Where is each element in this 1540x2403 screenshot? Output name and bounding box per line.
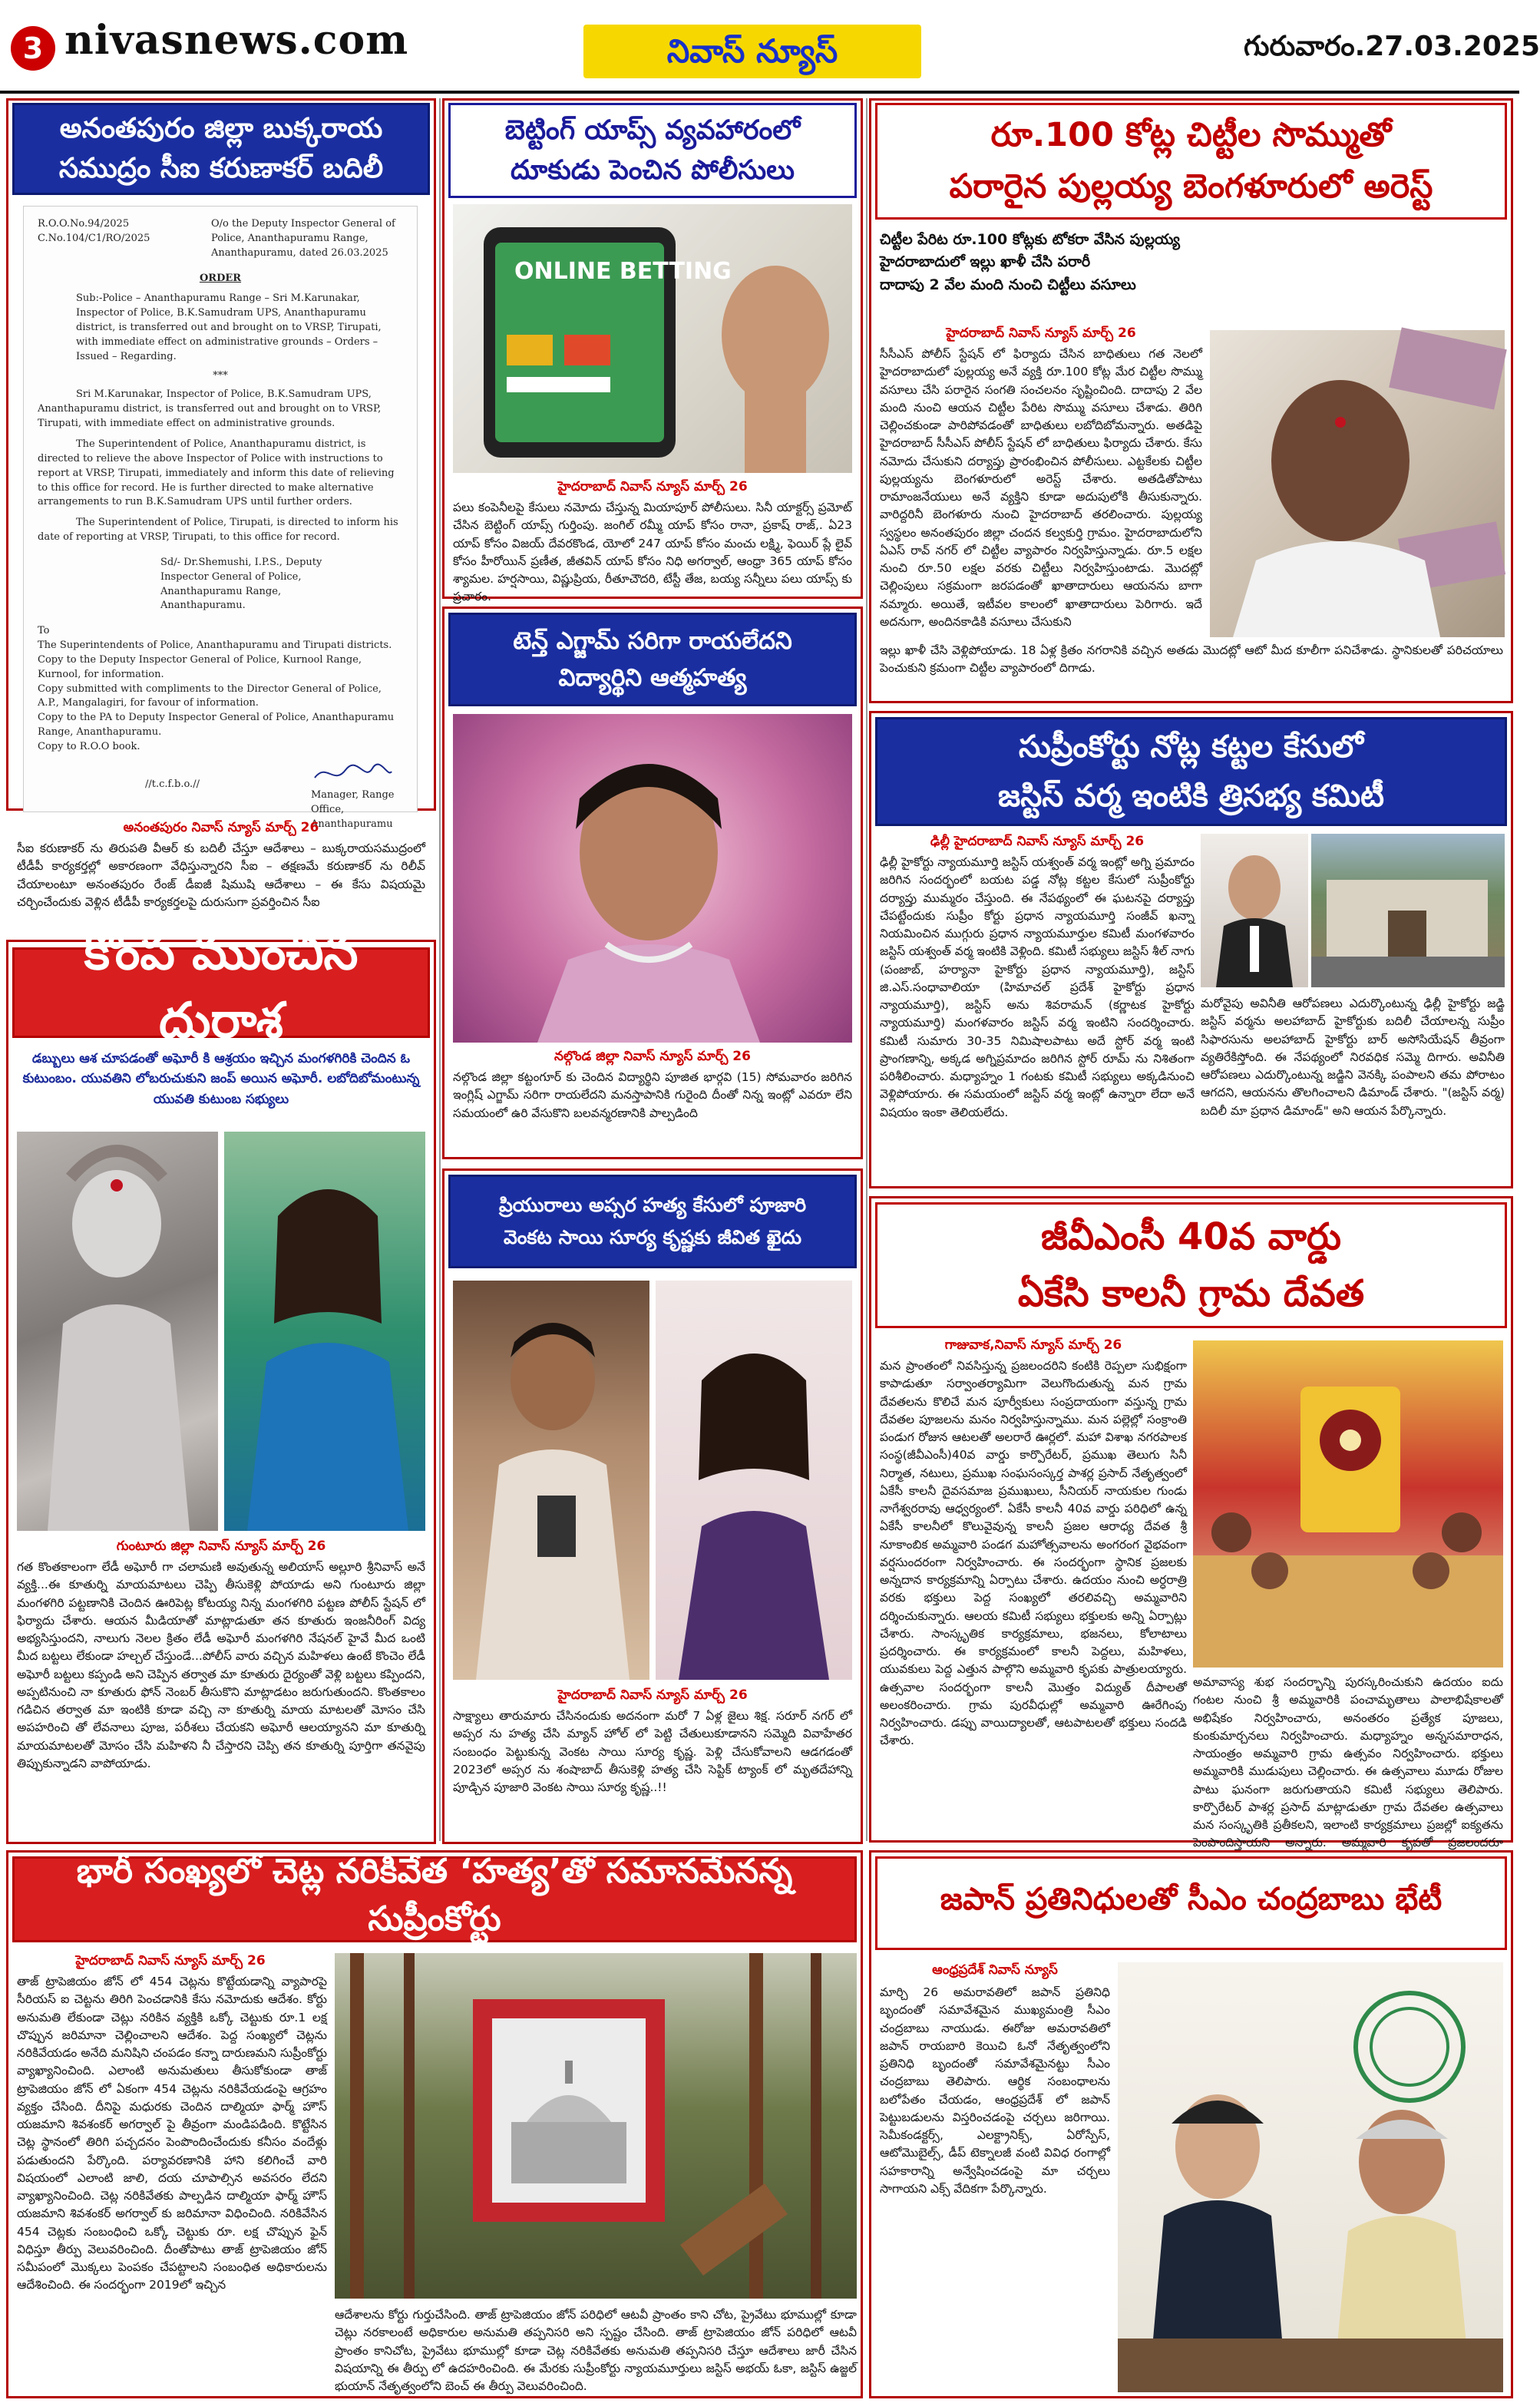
aghori-subheadline: డబ్బులు ఆశ చూపడంతో అఘోరీ కి ఆశ్రయం ఇచ్చిన మంగళగిరికి చెందిన ఓ కుటుంబం. యువతిని లోబరుచుకుని జంప్ అయిన అఘోరీ. లబోదిబోమంటున్న యువతి కుటుంబ సభ్యులు xyxy=(22,1051,420,1107)
site-name[interactable]: nivasnews.com xyxy=(64,17,409,64)
headline-line: విద్యార్థిని ఆత్మహత్య xyxy=(558,664,747,692)
headline-line: జపాన్ ప్రతినిధులతో సీఎం చంద్రబాబు భేటీ xyxy=(940,1882,1443,1917)
apsara-headline xyxy=(448,1175,857,1268)
betting-photo-text: ONLINE BETTING xyxy=(514,258,732,285)
doc-recipient: Copy to the Deputy Inspector General of Police, Kurnool Range, Kurnool, for information. xyxy=(38,653,362,680)
doc-recipient: Copy submitted with compliments to the Director General of Police, A.P., Mangalagiri, for favour of information. xyxy=(38,683,382,709)
japan-body: మార్చి 26 అమరావతిలో జపాన్ ప్రతినిధి బృందంతో సమావేశమైన ముఖ్యమంత్రి సీఎం చంద్రబాబు నాయుడు. ఈరోజు అమరావతిలో జపాన్ రాయబారి కెయిచి ఓనో నేతృత్వంలోని ప్రతినిధి బృందంతో సమావేశమైనట్టు సీఎం చంద్రబాబు తెలిపారు. ఆర్థిక సంబంధాలను బలోపేతం చేయడం, ఆంధ్రప్రదేశ్ లో జపాన్ పెట్టుబడులను విస్తరించడంపై చర్చలు జరిగాయి. సెమీకండక్టర్స్, ఎలక్ట్రానిక్స్, ఏరోస్పేస్, ఆటోమొబైల్స్, డీప్ టెక్నాలజీ వంటి వివిధ రంగాల్లో సహకారాన్ని అన్వేషించడంపై మా చర్చలు సాగాయని ఎక్స్ వేదికగా పేర్కొన్నారు. xyxy=(880,1985,1110,2196)
varma-photos xyxy=(1201,834,1505,987)
doc-signature-block: Sd/- Dr.Shemushi, I.P.S., Deputy Inspector General of Police, Ananthapuramu Range, Ananthapuramu. xyxy=(160,556,322,612)
deity-body-cont: అమావాస్య శుభ సందర్భాన్ని పురస్కరించుకుని ఉదయం ఐదు గంటల నుంచి శ్రీ అమ్మవారికి పంచామృతాలు పాలాభిషేకాలతో అభిషేకం నిర్వహించారు, అనంతరం ప్రత్యేక పూజలు, కుంకుమార్చనలు నిర్వహించారు. మధ్యాహ్నం అన్నసమారాధన, సాయంత్రం అమ్మవారి గ్రామ ఉత్సవం నిర్వహించారు. భక్తులు అమ్మవారికి ముడుపులు చెల్లించారు. ఈ ఉత్సవాలు మూడు రోజుల పాటు ఘనంగా జరుగుతాయని కమిటీ సభ్యులు తెలిపారు. కార్పొరేటర్ పాశర్ల ప్రసాద్ మాట్లాడుతూ గ్రామ దేవతల ఉత్సవాలు మన సంస్కృతికి ప్రతీకలని, ఇలాంటి కార్యక్రమాలు ప్రజల్లో ఐక్యతను పెంపొందిస్తాయని అన్నారు. అమ్మవారి కృపతో ప్రజలందరూ xyxy=(1193,1675,1503,1850)
tree-felling-body: తాజ్ ట్రాపెజియం జోన్ లో 454 చెట్లను కొట్టేయడాన్ని వ్యాపారపై సీరియస్ ఐ చెట్టను తిరిగి పెంచడానికి కేసు నమోదుకు ఆదేశం. కోర్టు అనుమతి లేకుండా చెట్లు నరికిన వ్యక్తికి ఒక్కో చెట్టుకు రూ.1 లక్ష చొప్పున జరిమానా చెల్లించాలని ఆదేశం. పెద్ద సంఖ్యలో చెట్లను నరికివేయడం అనేది మనిషిని చంపడం కన్నా దారుణమని సుప్రీంకోర్టు వ్యాఖ్యానించింది. ఎలాంటి అనుమతులు తీసుకోకుండా తాజ్ ట్రాపెజియం జోన్ లో ఏకంగా 454 చెట్లను నరికివేయడంపై ఆగ్రహం వ్యక్తం చేసింది. దీనిపై మధురకు చెందిన దాల్మియా ఫార్మ్ హౌస్ యజమాని శివశంకర్ అగర్వాల్ పై తీవ్రంగా మండిపడింది. కొట్టేసిన చెట్ల స్థానంలో తిరిగి పచ్చదనం పెంపొందించేందుకు కనీసం వందేళ్లు పడుతుందని పేర్కొంది. పర్యావరణానికి హాని కలిగించే వారి విషయంలో ఎలాంటి జాలి, దయ చూపాల్సిన అవసరం లేదని వ్యాఖ్యానించింది. చెట్ల నరికివేతకు పాల్పడిన దాల్మియా ఫార్మ్ హౌస్ యజమాని శివశంకర్ అగర్వాల్ కు జరిమానా విధించింది. నరికివేసిన 454 చెట్లకు సంబంధించి ఒక్కో చెట్టుకు రూ. లక్ష చొప్పున ఫైన్ విధిస్తూ తీర్పు వెలువరించింది. దీంతోపాటు తాజ్ ట్రాపెజియం జోన్ సమీపంలో మొక్కలు పెంపకం చేపట్టాలని సంబంధిత అధికారులను ఆదేశించింది. ఈ సందర్భంగా 2019లో ఇచ్చిన xyxy=(17,1975,327,2292)
victim-photo xyxy=(656,1281,852,1680)
student-byline: నల్గొండ జిల్లా నివాస్ న్యూస్ మార్చ్ 26 xyxy=(554,1049,751,1064)
doc-recipient: The Superintendents of Police, Ananthapuramu and Tirupati districts. xyxy=(38,640,392,652)
headline-line: టెన్త్ ఎగ్జామ్ సరిగా రాయలేదని xyxy=(513,626,792,655)
meeting-icon xyxy=(1118,1962,1503,2392)
tree-felling-headline xyxy=(12,1852,857,1942)
chit-fund-headline xyxy=(875,103,1507,220)
deity-body: మన ప్రాంతంలో నివసిస్తున్న ప్రజలందరిని కంటికి రెప్పలా సుభిక్షంగా కాపాడుతూ సర్వాంతర్యామిగా వెలుగొందుతున్న మన గ్రామ దేవతలను కొలిచే మన పూర్వీకులు సంప్రదాయంగా వస్తున్న గ్రామ దేవతల పూజలను మనం నిర్వహిస్తున్నాము. మన పల్లెల్లో సంక్రాంతి పండుగ రోజున ఆటలతో అలరారే ఊర్లలో. మహా విశాఖ నగరపాలక సంస్థ(జీవీఎంసీ)40వ వార్డు కార్పొరేటర్, ప్రముఖ తెలుగు సినీ నిర్మాత, నటులు, ప్రముఖ సంఘసంస్కర్త పాశర్ల ప్రసాద్ నేతృత్వంలో ఏకేసీ కాలనీ దైవసమాజ ప్రముఖులు, సీనియర్ నాయకుల గుండు నాగేశ్వరరావు ఆధ్వర్యంలో. ఏకేసీ కాలనీ 40వ వార్డు పరిధిలో ఉన్న ఏకేసీ కాలనీలో కొలువైవున్న కాలనీ ప్రజల ఆరాధ్య దేవత శ్రీ నూకాంబిక అమ్మవారి పండగ మహోత్సవాలను అంగరంగ వైభవంగా వర్షసుందరంగా నిర్వహించారు. ఈ సందర్భంగా స్థానిక ప్రజలకు అన్నదాన కార్యక్రమాన్ని ఏర్పాటు చేశారు. ఉదయం నుంచి అర్ధరాత్రి వరకు భక్తులు పెద్ద సంఖ్యలో తరలివచ్చి అమ్మవారిని దర్శించుకున్నారు. ఆలయ కమిటీ సభ్యులు భక్తులకు అన్ని ఏర్పాట్లు చేశారు. సాంస్కృతిక కార్యక్రమాలు, భజనలు, కోలాటాలు ప్రదర్శించారు. ఈ కార్యక్రమంలో కాలనీ పెద్దలు, మహిళలు, యువకులు పెద్ద ఎత్తున పాల్గొని అమ్మవారి కృపకు పాత్రులయ్యారు. ఉత్సవాల సందర్భంగా కాలనీ మొత్తం విద్యుత్ దీపాలతో అలంకరించారు. గ్రామ పురవీధుల్లో అమ్మవారి ఊరేగింపు నిర్వహించారు. డప్పు వాయిద్యాలతో, ఆటపాటలతో భక్తులు సందడి చేశారు. xyxy=(880,1359,1187,1748)
accused-pullaiah-photo xyxy=(1210,330,1505,637)
doc-to: To xyxy=(38,625,50,637)
doc-manager: Manager, Range Office, Ananthapuramu xyxy=(311,788,395,830)
headline-line: జీవీఎంసీ 40వ వార్డు xyxy=(1040,1215,1342,1258)
chit-fund-byline: హైదరాబాద్ నివాస్ న్యూస్ మార్చ్ 26 xyxy=(946,326,1136,341)
varma-body-para: మరోవైపు అవినీతి ఆరోపణలు ఎదుర్కొంటున్న ఢిల్లీ హైకోర్టు జడ్జి జస్టిస్ వర్మను అలహాబాద్ హైకోర్టుకు బదిలీ చేయాలన్న సుప్రీం సిఫారసును అలహాబాద్ హైకోర్టు బార్ అసోసియేషన్ తీవ్రంగా వ్యతిరేకిస్తోంది. ఈ నేపథ్యంలో నిరవధిక సమ్మె దిగారు. అవినీతి ఆరోపణలు ఎదుర్కొంటున్న జడ్జిని వెనక్కి పంపాలని తమ పోరాటం ఆగదని, ఆయనను తొలగించాలని డిమాండ్ చేశారు. xyxy=(1201,997,1505,1100)
aghori-photo xyxy=(17,1132,218,1531)
doc-separator: *** xyxy=(213,369,228,382)
doc-para: The Superintendent of Police, Tirupati, is directed to inform his date of reporting at VRSP, Tirupati, to this office for record. xyxy=(38,517,398,544)
house-icon xyxy=(1311,834,1505,987)
headline-line: దూకుడు పెంచిన పోలీసులు xyxy=(511,155,795,186)
varma-headline xyxy=(875,717,1507,826)
signature-icon xyxy=(311,762,395,785)
column-rule xyxy=(866,98,867,1841)
forest-icon xyxy=(335,1953,857,2299)
young-woman-photo xyxy=(224,1132,425,1531)
varma-byline: ఢిల్లీ హైదరాబాద్ నివాస్ న్యూస్ మార్చ్ 26 xyxy=(930,834,1145,849)
deity-photo xyxy=(1193,1340,1503,1668)
headline-line: కొంప ముంచిన దురాశ xyxy=(84,924,359,1049)
doc-recipient: Copy to R.O.O book. xyxy=(38,741,140,752)
headline-line: సుప్రీంకోర్టు నోట్ల కట్టల కేసులో xyxy=(1019,729,1363,765)
ci-transfer-body: సీఐ కరుణాకర్ ను తిరుపతి వీఆర్ కు బదిలీ చేస్తూ ఆదేశాలు – బుక్కరాయసముద్రంలో టీడీపీ కార్యకర్తల్లో అకారణంగా వేధిస్తున్నారని సీఐ – తక్షణమే కరుణాకర్ ను రిలీవ్ చేయాలంటూ అనంతపురం రేంజ్ డీఐజీ షిముషి ఆదేశాలు – ఈ కేసు విషయమై చర్చించేందుకు వెళ్లిన టీడీపీ కార్యకర్తలపై దురుసుగా ప్రవర్తించిన సీఐ xyxy=(17,841,425,909)
headline-line: సముద్రం సీఐ కరుణాకర్ బదిలీ xyxy=(58,153,384,184)
person-icon xyxy=(1201,834,1308,987)
betting-byline: హైదరాబాద్ నివాస్ న్యూస్ మార్చ్ 26 xyxy=(557,479,748,494)
headline-line: భారీ సంఖ్యలో చెట్ల నరికివేత ‘హత్య’తో సమానమేనన్న సుప్రీంకోర్టు xyxy=(76,1852,793,1939)
header-rule xyxy=(0,91,1519,94)
headline-line: అనంతపురం జిల్లా బుక్కరాయ xyxy=(59,112,383,144)
japan-meeting-photo xyxy=(1118,1962,1503,2392)
accused-photo xyxy=(453,1281,649,1680)
betting-body: పలు కంపెనీలపై కేసులు నమోదు చేస్తున్న మియాపూర్ పోలీసులు. సినీ యాక్టర్స్ ప్రమోట్ చేసిన బెట్టింగ్ యాప్స్ గుర్తింపు. జంగిల్ రమ్మీ యాప్ కోసం రానా, ప్రకాష్ రాజ్,. ఏ23 యాప్ కోసం విజయ్ దేవరకొండ, యోలో 247 యాప్ కోసం మంచు లక్ష్మి, ఫెయిర్ ప్లే లైవ్ కోసం హీరోయిన్ ప్రణీత, జీతవిన్ యాప్ కోసం నిధి అగర్వాల్, ఆంధ్రా 365 యాప్ కోసం శ్యామల. హర్షసాయి, విష్ణుప్రియ, రీతూచౌదరి, టేస్టీ తేజ, బయ్య సన్నీలు పలు యాప్స్ కు ప్రచారం. xyxy=(453,501,852,604)
japan-byline: ఆంధ్రప్రదేశ్ నివాస్ న్యూస్ xyxy=(932,1962,1058,1978)
betting-headline xyxy=(448,103,857,198)
varma-body-cont xyxy=(1201,995,1505,1184)
person-icon xyxy=(453,714,852,1043)
person-icon xyxy=(1210,330,1505,637)
headline-line: జస్టిస్ వర్మ ఇంటికి త్రిసభ్య కమిటీ xyxy=(997,778,1385,814)
varma-quote: "(జస్టిస్ వర్మ) బదిలీ మా ప్రధాన డిమాండ్" అని ఆయన పేర్కొన్నారు. xyxy=(1201,1086,1505,1118)
subheadline-line: హైదరాబాదులో ఇల్లు ఖాళీ చేసి పరారీ xyxy=(880,253,1091,271)
doc-office: O/o the Deputy Inspector General of Police, Ananthapuramu Range, Ananthapuramu, dated 26.03.2025 xyxy=(211,218,395,259)
chit-fund-body-cont: ఇల్లు ఖాళీ చేసి వెళ్లిపోయాడు. 18 ఏళ్ల క్రితం నగరానికి వచ్చిన అతడు మొదట్లో ఆటో మీద కూలీగా పనిచేశాడు. స్థానికులతో పరిచయాలు పెంచుకుని క్రమంగా చిట్టీల వ్యాపారంలో దిగాడు. xyxy=(880,643,1503,676)
headline-line: బెట్టింగ్ యాప్స్ వ్యవహారంలో xyxy=(504,114,801,146)
headline-line: వెంకట సాయి సూర్య కృష్ణకు జీవిత ఖైదు xyxy=(503,1226,802,1248)
tree-felling-body-cont: ఆదేశాలను కోర్టు గుర్తుచేసింది. తాజ్ ట్రాపెజియం జోన్ పరిధిలో ఆటవీ ప్రాంతం కాని చోట, ప్రైవేటు భూముల్లో కూడా చెట్లు నరకాలంటే అధికారుల అనుమతి తప్పనిసరి అని స్పష్టం చేసింది. తాజ్ ట్రాపెజియం జోన్ పరిధిలో ఆటవీ ప్రాంతం కానిచోట, ప్రైవేటు భూముల్లో కూడా చెట్ల నరికివేతకు అనుమతి తప్పనిసరి చేస్తూ ఆదేశాలు జారీ చేసిన విషయాన్ని ఈ తీర్పు లో ఉదహరించింది. ఈ మేరకు సుప్రీంకోర్టు న్యాయమూర్తులు జస్టిస్ అభయ్ ఓకా, జస్టిస్ ఉజ్జల్ భుయాన్ నేతృత్వంలోని బెంచ్ ఈ తీర్పు వెలువరించింది. xyxy=(335,2308,857,2393)
page-header xyxy=(0,0,1540,92)
column-rule xyxy=(439,98,441,1841)
headline-line: పరారైన పుల్లయ్య బెంగళూరులో అరెస్ట్ xyxy=(949,167,1433,206)
headline-line: ప్రియురాలు అప్సర హత్య కేసులో పూజారి xyxy=(498,1193,807,1216)
student-headline xyxy=(448,613,857,706)
subheadline-line: చిట్టీల పేరిట రూ.100 కోట్లకు టోకరా వేసిన పుల్లయ్య xyxy=(880,231,1180,248)
person-icon xyxy=(453,1281,649,1680)
student-body: నల్గొండ జిల్లా కట్టంగూర్ కు చెందిన విద్యార్థిని పూజిత భార్గవి (15) సోమవారం జరిగిన ఇంగ్లిష్ ఎగ్జామ్ సరిగా రాయలేదని మనస్తాపానికి గురైంది దీంతో నిన్న ఇంట్లో ఎవరూ లేని సమయంలో ఉరి వేసుకొని బలవన్మరణానికి పాల్పడింది xyxy=(453,1070,852,1120)
doc-ref: C.No.104/C1/RO/2025 xyxy=(38,232,150,244)
phone-hand-icon xyxy=(453,204,852,473)
chit-fund-body: సీసీఎస్ పోలీస్ స్టేషన్ లో ఫిర్యాదు చేసిన బాధితులు గత నెలలో హైదరాబాదులో పుల్లయ్య అనే వ్యక్తి రూ.100 కోట్ల మేర చిట్టీల సొమ్ము వసూలు చేసి పరారైన సంగతి సంచలనం సృష్టించింది. దాదాపు 2 వేల మంది నుంచి ఆయన చిట్టీల పేరిట సొమ్ము వసూలు చేశాడు. తిరిగి చెల్లించకుండా పారిపోవడంతో బాధితులు లబోదిబోమన్నారు. అతడిపై హైదరాబాద్ సీసీఎస్ పోలీస్ స్టేషన్ లో బాధితులు ఫిర్యాదు చేశారు. కేసు నమోదు చేసుకుని దర్యాప్తు ప్రారంభించిన పోలీసులు. ఎట్టకేలకు చిట్టీల పుల్లయ్యను బెంగళూరులో అరెస్ట్ చేశారు. అతడితోపాటు రామాంజనేయులు అనే వ్యక్తిని కూడా అదుపులోకి తీసుకున్నారు. వారిద్దరినీ బెంగళూరు నుంచి హైదరాబాద్ తరలించారు. పుల్లయ్య స్వస్థలం అనంతపురం జిల్లా చందన కల్వకుర్తి గ్రామం. హైదరాబాదులోని ఏఎస్ రావ్ నగర్ లో చిట్టీల వ్యాపారం నిర్వహిస్తున్నాడు. రూ.5 లక్షల నుంచి రూ.50 లక్షల వరకు చిట్టీలు నిర్వహిస్తుంటాడు. మొదట్లో చెల్లింపులు సక్రమంగా జరపడంతో ఖాతాదారులు ఆయనను బాగా నమ్మారు. అయితే, ఇటీవల కాలంలో ఖాతాదారులు పెరిగారు. ఇదే అదనుగా, అందినకాడికి వసూలు చేసుకుని xyxy=(880,347,1202,629)
japan-headline xyxy=(875,1856,1507,1950)
subheadline-line: దాదాపు 2 వేల మంది నుంచి చిట్టీలు వసూలు xyxy=(880,276,1136,293)
masthead: నివాస్ న్యూస్ xyxy=(583,25,921,78)
ci-transfer-headline xyxy=(12,103,430,195)
aghori-byline: గుంటూరు జిల్లా నివాస్ న్యూస్ మార్చ్ 26 xyxy=(116,1539,326,1554)
doc-tc: //t.c.f.b.o.// xyxy=(145,778,200,790)
person-icon xyxy=(224,1132,425,1531)
apsara-body: సాక్ష్యాలు తారుమారు చేసినందుకు అదనంగా మరో 7 ఏళ్ల జైలు శిక్ష. సరూర్ నగర్ లో అప్సర ను హత్య చేసి మ్యాన్ హోల్ లో పెట్టి చేతులుకూడానని సమ్మెది వివాహేతర సంబంధం పెట్టుకున్న వెంకట సాయి సూర్య కృష్ణ. పెళ్లి చేసుకోవాలని ఆడగడంతో 2023లో అప్సర ను శంషాబాద్ తీసుకెళ్లి హత్య చేసి సెప్టిక్ ట్యాంక్ లో మృతదేహాన్ని పూడ్చిన పూజారి వెంకట సాయి సూర్య కృష్ణ..!! xyxy=(453,1709,852,1794)
residence-photo xyxy=(1311,834,1505,987)
varma-body: ఢిల్లీ హైకోర్టు న్యాయమూర్తి జస్టిస్ యశ్వంత్ వర్మ ఇంట్లో అగ్ని ప్రమాదం జరిగిన సందర్భంలో బయట పడ్డ నోట్ల కట్టల కేసులో సుప్రీంకోర్టు దర్యాప్తు ముమ్మరం చేస్తుంది. ఈ నేపథ్యంలో ఈ ఘటనపై దర్యాప్తు చేపట్టేందుకు సుప్రీం కోర్టు ప్రధాన న్యాయమూర్తి సంజీవ్ ఖన్నా నియమించిన ముగ్గురు ప్రధాన న్యాయమూర్తుల కమిటీ మంగళవారం జస్టిస్ యశ్వంత్ వర్మ ఇంటికి వెళ్లింది. కమిటీ సభ్యులు జస్టిస్ శీల్ నాగు (పంజాబ్, హర్యానా హైకోర్టు ప్రధాన న్యాయమూర్తి), జస్టిస్ జి.ఎస్.సంధావాలియా (హిమాచల్ ప్రదేశ్ హైకోర్టు ప్రధాన న్యాయమూర్తి), జస్టిస్ అను శివరామన్ (కర్ణాటక హైకోర్టు న్యాయమూర్తి) మంగళవారం జస్టిస్ వర్మ ఇంటిని సందర్శించారు. కమిటీ సుమారు 30-35 నిమిషాలపాటు అదే స్టోర్ వర్మ ఇంటి ప్రాంగణాన్ని, అక్కడ అగ్నిప్రమాదం జరిగిన స్టోర్ రూమ్ ను నిశితంగా పరిశీలించారు. మధ్యాహ్నం 1 గంటకు కమిటీ సభ్యులు అక్కడినుంచి వెళ్లిపోయారు. ఈ సమయంలో జస్టిస్ వర్మ ఇంట్లో ఉన్నారా లేదా అనే విషయం ఇంకా తెలియలేదు. xyxy=(880,855,1195,1119)
chit-fund-subheadlines xyxy=(880,229,1502,296)
doc-ref: R.O.O.No.94/2025 xyxy=(38,218,130,230)
issue-date: గురువారం.27.03.2025 xyxy=(1244,31,1540,62)
aghori-body: గత కొంతకాలంగా లేడీ అఘోరీ గా చలామణి అవుతున్న అలియాస్ అల్లూరి శ్రీనివాస్ అనే వ్యక్తి...ఈ కూతుర్ని మాయమాటలు చెప్పి తీసుకెళ్లి పోయాడు అని గుంటూరు జిల్లా మంగళగిరి పట్టణానికి చెందిన ఊరిపెట్ల కోటయ్య నిన్న మంగళగిరి పట్టణ పోలీస్ స్టేషన్ లో ఫిర్యాదు చేశారు. ఆయన మీడియాతో మాట్లాడుతూ తన కూతురు ఇంజనీరింగ్ విద్య అభ్యసిస్తుందని, నాలుగు నెలల క్రితం లేడీ అఘోరీ మంగళగిరి నేషనల్ హైవే మీద ఒంటి మీద బట్టలు లేకుండా హల్చల్ చేస్తుండే...పోలీస్ వారు వచ్చిన మహిళలు ఉంటే కొంచెం లేడీ అఘోరీ బట్టలు కప్పండి అని చెప్పిన తర్వాత మా కూతురు దైర్యంతో వెళ్లి బట్టలు కప్పిందని, అప్పటినుంచి నా కూతురు ఫోన్ నెంబర్ తీసుకొని మాట్లాడటం జరుగుతుందని. కొంతకాలం గడిచిన తర్వాత మా ఇంటికి కూడా వచ్చి నా కూతుర్ని మాయ మాటలతో మోసం చేసి అపహరించి తో లేవనాలు పూజ, పరీశలు చేయకని అఘోరీ ఆలయ్యానని మా కూతుర్ని మాయమాటలతో మోసం చేసి మహిళని నీ చేస్తారని చెప్పి తన కూతుర్ని పూర్తిగా తనవైపు తిప్పుకున్నాడని వాపోయాడు. xyxy=(17,1560,425,1770)
doc-refs xyxy=(38,217,176,261)
headline-line: రూ.100 కోట్ల చిట్టీల సొమ్ముతో xyxy=(990,116,1392,155)
doc-header xyxy=(38,217,403,261)
justice-varma-photo xyxy=(1201,834,1308,987)
deity-byline: గాజువాక,నివాస్ న్యూస్ మార్చ్ 26 xyxy=(944,1337,1122,1353)
temple-deity-icon xyxy=(1193,1340,1503,1668)
doc-para: Sri M.Karunakar, Inspector of Police, B.K.Samudram UPS, Ananthapuramu district, is transferred out and brought on to VRSP, Tirupati, with immediate effect on administrative grounds. xyxy=(38,388,382,430)
doc-title: ORDER xyxy=(199,272,242,284)
person-icon xyxy=(656,1281,852,1680)
student-photo xyxy=(453,714,852,1043)
doc-recipient: Copy to the PA to Deputy Inspector General of Police, Ananthapuramu Range, Ananthapuramu. xyxy=(38,712,395,739)
apsara-byline: హైదరాబాద్ నివాస్ న్యూస్ మార్చ్ 26 xyxy=(557,1687,748,1703)
ci-transfer-byline: అనంతపురం నివాస్ న్యూస్ మార్చ్ 26 xyxy=(123,820,319,835)
aghori-headline xyxy=(12,924,430,1049)
betting-photo xyxy=(453,204,852,473)
doc-para: The Superintendent of Police, Ananthapuramu district, is directed to relieve the above Inspector of Police with instructions to report at VRSP, Tirupati, immediately and inform this date of relieving to this office for record. He is further directed to make alternative arrangements to run B.K.Samudram UPS until further orders. xyxy=(38,438,395,508)
deity-headline xyxy=(875,1202,1507,1328)
person-icon xyxy=(17,1132,218,1531)
tree-felling-byline: హైదరాబాద్ నివాస్ న్యూస్ మార్చ్ 26 xyxy=(75,1953,266,1968)
headline-line: ఏకేసి కాలనీ గ్రామ దేవత xyxy=(1017,1272,1365,1315)
forest-supreme-court-photo xyxy=(335,1953,857,2299)
page-number: 3 xyxy=(11,26,55,71)
doc-subject: Sub:-Police – Ananthapuramu Range – Sri M.Karunakar, Inspector of Police, B.K.Samudram UPS, Ananthapuramu district, is transferred out and brought on to VRSP, Tirupati, with immediate effect on administrative grounds – Orders – Issued – Regarding. xyxy=(76,293,382,362)
